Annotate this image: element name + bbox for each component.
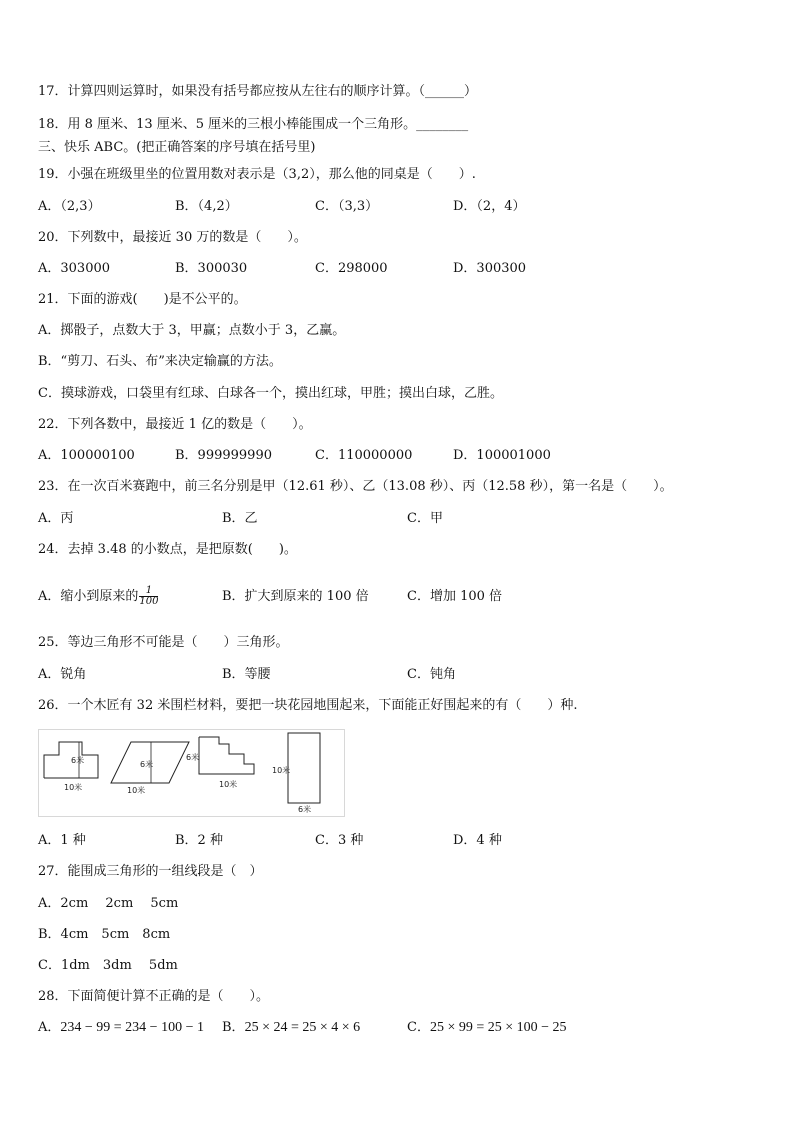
question-18: 18．用 8 厘米、13 厘米、5 厘米的三根小棒能围成一个三角形。________ [38, 117, 469, 132]
question-28: 28．下面简便计算不正确的是（ ）。 [38, 989, 270, 1004]
shape-2-height-label: 6米 [140, 760, 154, 769]
option-a: A．1 种 [38, 833, 86, 848]
option-c: C．1dm 3dm 5dm [38, 958, 178, 973]
formula-a: 234 − 99 = 234 − 100 − 1 [60, 1020, 204, 1035]
shapes-drawing [39, 730, 344, 816]
fraction-numerator: 1 [139, 586, 158, 597]
option-b [222, 1019, 360, 1037]
option-c: C．110000000 [315, 448, 413, 463]
shape-2-width-label: 10米 [127, 786, 146, 795]
question-19: 19．小强在班级里坐的位置用数对表示是（3,2），那么他的同桌是（ ）. [38, 167, 476, 182]
formula-c: 25 × 99 = 25 × 100 − 25 [429, 1020, 567, 1035]
option-c [407, 1019, 567, 1037]
shape-4-outline [288, 733, 320, 803]
option-c: C．摸球游戏，口袋里有红球、白球各一个，摸出红球，甲胜；摸出白球，乙胜。 [38, 386, 503, 401]
option-b: B．等腰 [222, 667, 271, 682]
option-a [38, 586, 158, 607]
option-a: A．掷骰子，点数大于 3，甲赢；点数小于 3，乙赢。 [38, 323, 346, 338]
option-c: C．钝角 [407, 667, 456, 682]
option-a [38, 1019, 204, 1037]
option-c: C．增加 100 倍 [407, 589, 503, 604]
question-23: 23．在一次百米赛跑中，前三名分别是甲（12.61 秒）、乙（13.08 秒）、丙（12.58 秒），第一名是（ ）。 [38, 479, 673, 494]
option-a: A．100000100 [38, 448, 135, 463]
question-26: 26．一个木匠有 32 米围栏材料，要把一块花园地围起来，下面能正好围起来的有（ ）种. [38, 698, 578, 713]
option-b: B．4cm 5cm 8cm [38, 927, 171, 942]
shape-3-width-label: 10米 [219, 780, 238, 789]
question-24: 24．去掉 3.48 的小数点，是把原数( )。 [38, 542, 297, 557]
option-c: C．（3,3） [315, 199, 379, 214]
shape-3-outline [199, 737, 254, 774]
question-17: 17．计算四则运算时，如果没有括号都应按从左往右的顺序计算。（______） [38, 84, 478, 99]
option-b: B．“剪刀、石头、布”来决定输赢的方法。 [38, 354, 282, 369]
option-d: D．（2，4） [453, 199, 526, 214]
option-b: B．（4,2） [175, 199, 238, 214]
fraction [139, 586, 158, 607]
shape-1-height-label: 6米 [71, 756, 85, 765]
option-b: B．300030 [175, 261, 248, 276]
shape-4-height-label: 10米 [272, 766, 291, 775]
option-a-text: A．缩小到原来的 [38, 589, 139, 604]
option-a: A．锐角 [38, 667, 87, 682]
formula-b: 25 × 24 = 25 × 4 × 6 [244, 1020, 361, 1035]
option-c: C．3 种 [315, 833, 364, 848]
option-d: D．300300 [453, 261, 527, 276]
option-d: D．4 种 [453, 833, 502, 848]
question-27: 27．能围成三角形的一组线段是（ ） [38, 864, 263, 879]
option-c-label: C． [407, 1020, 430, 1035]
option-c: C．298000 [315, 261, 388, 276]
question-20: 20．下列数中，最接近 30 万的数是（ ）。 [38, 230, 307, 245]
option-a-label: A． [38, 1020, 61, 1035]
section-heading: 三、快乐 ABC。(把正确答案的序号填在括号里) [38, 140, 316, 155]
option-b: B．乙 [222, 511, 258, 526]
option-b-label: B． [222, 1020, 245, 1035]
question-25: 25．等边三角形不可能是（ ）三角形。 [38, 635, 289, 650]
fence-shapes-figure [38, 729, 345, 817]
option-b: B．2 种 [175, 833, 223, 848]
option-d: D．100001000 [453, 448, 551, 463]
option-a: A．303000 [38, 261, 111, 276]
option-c: C．甲 [407, 511, 443, 526]
fraction-denominator: 100 [139, 596, 159, 607]
option-a: A．（2,3） [38, 199, 101, 214]
option-b: B．扩大到原来的 100 倍 [222, 589, 369, 604]
question-22: 22．下列各数中，最接近 1 亿的数是（ ）。 [38, 417, 312, 432]
option-a: A．2cm 2cm 5cm [38, 896, 179, 911]
shape-4-width-label: 6米 [298, 805, 312, 814]
option-b: B．999999990 [175, 448, 272, 463]
option-a: A．丙 [38, 511, 74, 526]
shape-3-height-label: 6米 [186, 753, 200, 762]
shape-1-width-label: 10米 [64, 783, 83, 792]
question-21: 21．下面的游戏( )是不公平的。 [38, 292, 247, 307]
